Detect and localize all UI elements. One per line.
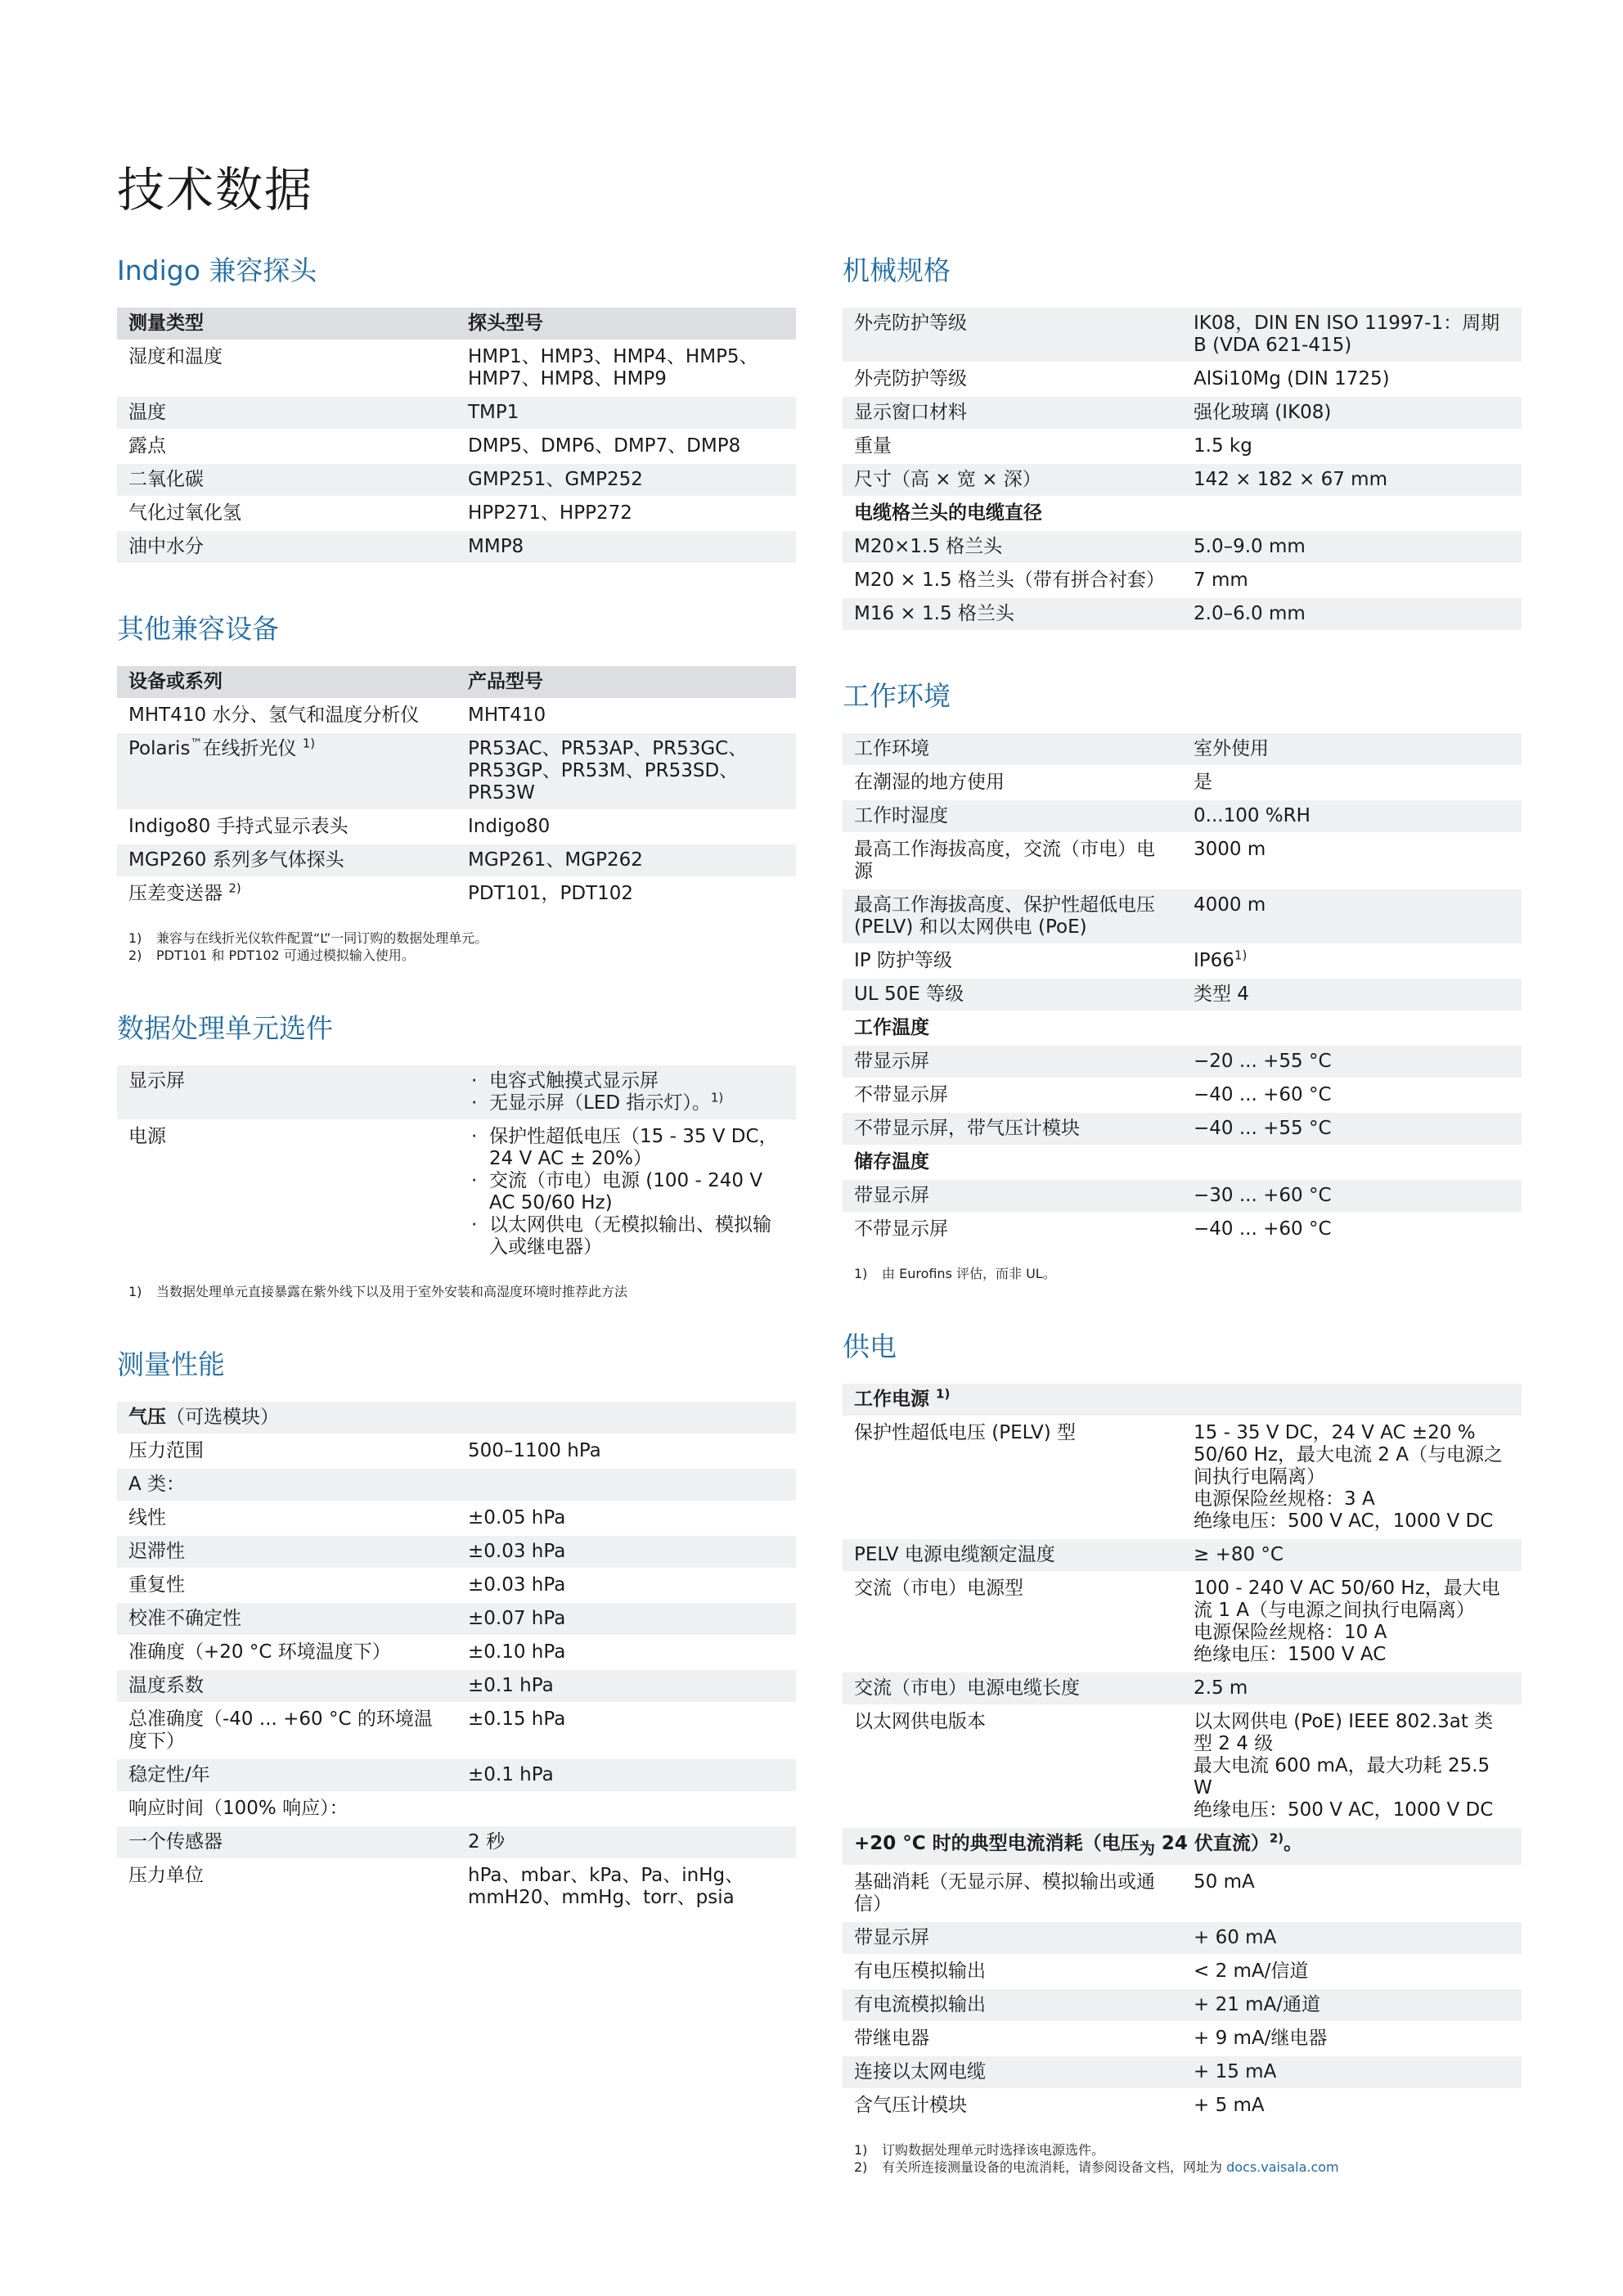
cell-value bbox=[1182, 1705, 1522, 1827]
cell-label: 二氧化碳 bbox=[117, 463, 456, 497]
table-row bbox=[117, 430, 796, 463]
power-table bbox=[843, 1384, 1522, 2123]
cell-label: M20 × 1.5 格兰头（带有拼合衬套） bbox=[843, 564, 1182, 597]
left-column bbox=[117, 245, 796, 1955]
footnote bbox=[117, 947, 796, 964]
footnote bbox=[117, 930, 796, 947]
cell-value: GMP251、GMP252 bbox=[456, 463, 796, 497]
cell-label: 稳定性/年 bbox=[117, 1758, 456, 1792]
cell-label: 压力单位 bbox=[117, 1859, 456, 1915]
table-row bbox=[117, 1569, 796, 1602]
table-row bbox=[843, 799, 1522, 833]
consumption-voltage: 24 伏直流） bbox=[1154, 1833, 1270, 1854]
cell-label: 有电流模拟输出 bbox=[843, 1988, 1182, 2022]
cell-label: 重量 bbox=[843, 430, 1182, 463]
mechanical-table bbox=[843, 308, 1522, 632]
subheader-cell bbox=[843, 1827, 1522, 1866]
cell-label: 线性 bbox=[117, 1501, 456, 1535]
cell-value: PDT101，PDT102 bbox=[456, 877, 796, 911]
table-subheader-row bbox=[843, 1146, 1522, 1179]
cell-value: 0...100 %RH bbox=[1182, 799, 1522, 833]
cell-label: 显示窗口材料 bbox=[843, 396, 1182, 430]
cell-value: 50 mA bbox=[1182, 1866, 1522, 1921]
section-title-mechanical: 机械规格 bbox=[843, 254, 951, 286]
trademark-mark: ™ bbox=[190, 736, 203, 751]
table-row bbox=[117, 1468, 796, 1501]
table-row bbox=[117, 1826, 796, 1859]
footnote bbox=[843, 2159, 1522, 2176]
table-subheader-row bbox=[843, 1384, 1522, 1416]
cell-label: 交流（市电）电源电缆长度 bbox=[843, 1672, 1182, 1705]
value-line: 绝缘电压：500 V AC，1000 V DC bbox=[1194, 1510, 1494, 1532]
section-title-power: 供电 bbox=[843, 1330, 897, 1362]
value-line: 100 - 240 V AC 50/60 Hz，最大电流 1 A（与电源之间执行电隔离） bbox=[1194, 1578, 1500, 1621]
cell-value: + 9 mA/继电器 bbox=[1182, 2022, 1522, 2055]
cell-label bbox=[117, 877, 456, 911]
cell-value: ±0.1 hPa bbox=[456, 1669, 796, 1703]
section-mechanical bbox=[843, 245, 1522, 632]
subheader-cell: 电缆格兰头的电缆直径 bbox=[843, 497, 1522, 530]
table-header-row bbox=[117, 308, 796, 340]
section-title-environment: 工作环境 bbox=[843, 680, 951, 712]
cell-value: 2.0–6.0 mm bbox=[1182, 597, 1522, 631]
cell-value: + 60 mA bbox=[1182, 1921, 1522, 1955]
cell-label: 响应时间（100% 响应）： bbox=[117, 1792, 456, 1826]
footnote-ref: 2) bbox=[228, 880, 241, 896]
display-options-list bbox=[468, 1070, 785, 1114]
performance-table bbox=[117, 1402, 796, 1916]
list-item: · 交流（市电）电源 (100 - 240 V AC 50/60 Hz) bbox=[468, 1170, 785, 1214]
section-options bbox=[117, 1003, 796, 1300]
cell-value: 2 秒 bbox=[456, 1826, 796, 1859]
footnote-text bbox=[882, 2159, 1339, 2176]
cell-value: 7 mm bbox=[1182, 564, 1522, 597]
cell-value: ±0.05 hPa bbox=[456, 1501, 796, 1535]
table-row bbox=[117, 1859, 796, 1915]
table-row bbox=[843, 1705, 1522, 1827]
cell-value: + 5 mA bbox=[1182, 2089, 1522, 2123]
subheader-cell: 储存温度 bbox=[843, 1146, 1522, 1179]
cell-value: −40 ... +55 °C bbox=[1182, 1112, 1522, 1146]
cell-value: −20 ... +55 °C bbox=[1182, 1045, 1522, 1078]
table-row bbox=[843, 362, 1522, 396]
cell-value: MMP8 bbox=[456, 530, 796, 564]
table-row bbox=[117, 844, 796, 877]
section-probes bbox=[117, 245, 796, 565]
table-row bbox=[117, 732, 796, 810]
section-title-probes: Indigo 兼容探头 bbox=[117, 254, 317, 286]
header-cell: 探头型号 bbox=[456, 308, 796, 340]
table-subheader-row bbox=[843, 1011, 1522, 1045]
table-row bbox=[117, 810, 796, 844]
footnote-number: 2) bbox=[128, 948, 142, 963]
cell-label: UL 50E 等级 bbox=[843, 978, 1182, 1011]
cell-value bbox=[456, 1120, 796, 1264]
table-row bbox=[843, 978, 1522, 1011]
devices-table bbox=[117, 666, 796, 912]
cell-label: MHT410 水分、氢气和温度分析仪 bbox=[117, 699, 456, 732]
cell-value bbox=[456, 1468, 796, 1501]
cell-value: HPP271、HPP272 bbox=[456, 497, 796, 530]
footnote bbox=[843, 2141, 1522, 2159]
cell-label: 带显示屏 bbox=[843, 1179, 1182, 1213]
footnote-text: PDT101 和 PDT102 可通过模拟输入使用。 bbox=[156, 948, 415, 963]
cell-value: −40 ... +60 °C bbox=[1182, 1078, 1522, 1112]
table-subheader-row bbox=[843, 497, 1522, 530]
table-row bbox=[117, 1703, 796, 1758]
table-row bbox=[843, 2055, 1522, 2089]
cell-label: 迟滞性 bbox=[117, 1535, 456, 1569]
table-row bbox=[843, 564, 1522, 597]
table-row bbox=[843, 1988, 1522, 2022]
section-performance bbox=[117, 1339, 796, 1916]
cell-value: 2.5 m bbox=[1182, 1672, 1522, 1705]
table-row bbox=[117, 396, 796, 430]
subheader-cell bbox=[117, 1402, 796, 1434]
cell-label: 压力范围 bbox=[117, 1434, 456, 1468]
cell-label: 不带显示屏 bbox=[843, 1213, 1182, 1246]
header-cell: 测量类型 bbox=[117, 308, 456, 340]
section-environment bbox=[843, 671, 1522, 1282]
table-row bbox=[843, 1213, 1522, 1246]
table-row bbox=[843, 1672, 1522, 1705]
footnote-text: 订购数据处理单元时选择该电源选件。 bbox=[882, 2141, 1105, 2158]
cell-label: 基础消耗（无显示屏、模拟输出或通信） bbox=[843, 1866, 1182, 1921]
table-row bbox=[117, 340, 796, 396]
cell-value: HMP1、HMP3、HMP4、HMP5、HMP7、HMP8、HMP9 bbox=[456, 340, 796, 396]
cell-label: 保护性超低电压 (PELV) 型 bbox=[843, 1416, 1182, 1538]
cell-label: 一个传感器 bbox=[117, 1826, 456, 1859]
cell-value: < 2 mA/信道 bbox=[1182, 1955, 1522, 1988]
cell-label: 校准不确定性 bbox=[117, 1602, 456, 1636]
cell-value: ±0.1 hPa bbox=[456, 1758, 796, 1792]
page-title: 技术数据 bbox=[117, 162, 314, 218]
footnote-text: 由 Eurofins 评估，而非 UL。 bbox=[882, 1266, 1056, 1281]
cell-label: 准确度（+20 °C 环境温度下） bbox=[117, 1636, 456, 1669]
table-row bbox=[843, 833, 1522, 889]
list-item: · 保护性超低电压（15 - 35 V DC，24 V AC ± 20%） bbox=[468, 1126, 785, 1170]
subheader-bold: 气压 bbox=[128, 1407, 166, 1428]
cell-value bbox=[456, 1065, 796, 1120]
cell-label: 最高工作海拔高度、保护性超低电压 (PELV) 和以太网供电 (PoE) bbox=[843, 889, 1182, 944]
environment-table bbox=[843, 733, 1522, 1247]
table-header-row bbox=[117, 666, 796, 699]
consumption-title: +20 °C 时的典型电流消耗（电压 bbox=[854, 1833, 1140, 1854]
cell-value: MHT410 bbox=[456, 699, 796, 732]
cell-value: IK08，DIN EN ISO 11997-1：周期 B (VDA 621-415) bbox=[1182, 308, 1522, 362]
cell-value: 强化玻璃 (IK08) bbox=[1182, 396, 1522, 430]
table-row bbox=[117, 699, 796, 732]
footnote bbox=[843, 1265, 1522, 1282]
footnotes bbox=[117, 930, 796, 964]
table-row bbox=[117, 1065, 796, 1120]
section-power bbox=[843, 1321, 1522, 2176]
section-devices bbox=[117, 604, 796, 964]
cell-label: 带继电器 bbox=[843, 2022, 1182, 2055]
cell-label: 交流（市电）电源型 bbox=[843, 1572, 1182, 1672]
subheader-cell bbox=[843, 1384, 1522, 1416]
pressure-transmitter-label: 压差变送器 bbox=[128, 883, 223, 904]
header-cell: 产品型号 bbox=[456, 666, 796, 699]
table-row bbox=[843, 889, 1522, 944]
options-table bbox=[117, 1065, 796, 1265]
table-row bbox=[843, 733, 1522, 766]
consumption-subscript: 为 bbox=[1139, 1839, 1155, 1858]
table-row bbox=[117, 497, 796, 530]
cell-value: 是 bbox=[1182, 766, 1522, 799]
cell-label: 湿度和温度 bbox=[117, 340, 456, 396]
consumption-end: 。 bbox=[1284, 1833, 1303, 1854]
cell-label: 在潮湿的地方使用 bbox=[843, 766, 1182, 799]
table-row bbox=[843, 1112, 1522, 1146]
value-line: 电源保险丝规格：10 A bbox=[1194, 1622, 1387, 1643]
table-row bbox=[117, 1501, 796, 1535]
cell-label: 尺寸（高 × 宽 × 深） bbox=[843, 463, 1182, 497]
cell-value: 5.0–9.0 mm bbox=[1182, 530, 1522, 564]
cell-label: 电源 bbox=[117, 1120, 456, 1264]
cell-value: −30 ... +60 °C bbox=[1182, 1179, 1522, 1213]
cell-label: 带显示屏 bbox=[843, 1045, 1182, 1078]
table-row bbox=[843, 1572, 1522, 1672]
cell-label: 显示屏 bbox=[117, 1065, 456, 1120]
probes-table bbox=[117, 308, 796, 565]
cell-label: 油中水分 bbox=[117, 530, 456, 564]
section-title-devices: 其他兼容设备 bbox=[117, 613, 279, 645]
footnote-text: 兼容与在线折光仪软件配置“L”一同订购的数据处理单元。 bbox=[156, 930, 488, 946]
docs-link[interactable]: docs.vaisala.com bbox=[1226, 2159, 1339, 2175]
section-title-options: 数据处理单元选件 bbox=[117, 1012, 333, 1044]
cell-value bbox=[1182, 944, 1522, 978]
value-line: 绝缘电压：500 V AC，1000 V DC bbox=[1194, 1799, 1494, 1821]
cell-label: A 类： bbox=[117, 1468, 456, 1501]
subheader-cell: 工作温度 bbox=[843, 1011, 1522, 1045]
footnotes bbox=[843, 2141, 1522, 2176]
footnote-number: 1) bbox=[128, 930, 142, 946]
cell-label: 重复性 bbox=[117, 1569, 456, 1602]
cell-value: ±0.03 hPa bbox=[456, 1569, 796, 1602]
table-row bbox=[117, 1535, 796, 1569]
footnote-number: 2) bbox=[854, 2159, 868, 2175]
cell-label: 气化过氧化氢 bbox=[117, 497, 456, 530]
cell-value: ≥ +80 °C bbox=[1182, 1538, 1522, 1572]
cell-label: 不带显示屏，带气压计模块 bbox=[843, 1112, 1182, 1146]
polaris-label: Polaris bbox=[128, 738, 191, 759]
cell-value: ±0.07 hPa bbox=[456, 1602, 796, 1636]
cell-label: 露点 bbox=[117, 430, 456, 463]
cell-label: 带显示屏 bbox=[843, 1921, 1182, 1955]
footnote bbox=[117, 1283, 796, 1300]
list-item: · 电容式触摸式显示屏 bbox=[468, 1070, 785, 1092]
cell-value bbox=[456, 1792, 796, 1826]
cell-label: 连接以太网电缆 bbox=[843, 2055, 1182, 2089]
cell-value: ±0.15 hPa bbox=[456, 1703, 796, 1758]
cell-value: hPa、mbar、kPa、Pa、inHg、mmH20、mmHg、torr、psia bbox=[456, 1859, 796, 1915]
cell-value bbox=[1182, 1572, 1522, 1672]
cell-value: 500–1100 hPa bbox=[456, 1434, 796, 1468]
cell-label: 工作环境 bbox=[843, 733, 1182, 766]
table-row bbox=[843, 463, 1522, 497]
cell-value: −40 ... +60 °C bbox=[1182, 1213, 1522, 1246]
table-row bbox=[117, 1758, 796, 1792]
footnotes bbox=[117, 1283, 796, 1300]
footnote-number: 1) bbox=[854, 2141, 868, 2158]
table-subheader-row bbox=[843, 1827, 1522, 1866]
footnote-ref: 1) bbox=[936, 1386, 951, 1402]
cell-label: M16 × 1.5 格兰头 bbox=[843, 597, 1182, 631]
table-row bbox=[843, 2022, 1522, 2055]
value-line: 绝缘电压：1500 V AC bbox=[1194, 1644, 1387, 1665]
table-row bbox=[843, 944, 1522, 978]
cell-value: + 21 mA/通道 bbox=[1182, 1988, 1522, 2022]
footnote-ref: 1) bbox=[302, 736, 316, 751]
footnotes bbox=[843, 1265, 1522, 1282]
cell-label: 外壳防护等级 bbox=[843, 362, 1182, 396]
cell-value: 142 × 182 × 67 mm bbox=[1182, 463, 1522, 497]
footnote-ref: 1) bbox=[710, 1090, 724, 1105]
footnote-number: 1) bbox=[128, 1284, 142, 1299]
cell-value: ±0.10 hPa bbox=[456, 1636, 796, 1669]
cell-label: 含气压计模块 bbox=[843, 2089, 1182, 2123]
cell-label bbox=[117, 732, 456, 810]
cell-value: PR53AC、PR53AP、PR53GC、PR53GP、PR53M、PR53SD、PR53W bbox=[456, 732, 796, 810]
footnote-ref: 1) bbox=[1234, 948, 1248, 963]
table-row bbox=[117, 1669, 796, 1703]
table-row bbox=[843, 1921, 1522, 1955]
table-row bbox=[843, 1179, 1522, 1213]
table-row bbox=[843, 308, 1522, 362]
cell-label: 有电压模拟输出 bbox=[843, 1955, 1182, 1988]
table-row bbox=[117, 463, 796, 497]
table-row bbox=[117, 877, 796, 911]
list-item bbox=[468, 1092, 785, 1114]
cell-value: TMP1 bbox=[456, 396, 796, 430]
power-options-list bbox=[468, 1126, 785, 1258]
cell-value: Indigo80 bbox=[456, 810, 796, 844]
cell-label: Indigo80 手持式显示表头 bbox=[117, 810, 456, 844]
cell-value: 室外使用 bbox=[1182, 733, 1522, 766]
subheader-rest: （可选模块） bbox=[166, 1407, 279, 1428]
cell-value: 4000 m bbox=[1182, 889, 1522, 944]
table-row bbox=[843, 396, 1522, 430]
table-row bbox=[117, 1434, 796, 1468]
ip-value: IP66 bbox=[1194, 950, 1234, 971]
footnote-ref: 2) bbox=[1269, 1830, 1284, 1846]
cell-value: 类型 4 bbox=[1182, 978, 1522, 1011]
table-row bbox=[117, 1602, 796, 1636]
cell-value: 1.5 kg bbox=[1182, 430, 1522, 463]
table-row bbox=[843, 1078, 1522, 1112]
cell-label: IP 防护等级 bbox=[843, 944, 1182, 978]
value-line: 最大电流 600 mA，最大功耗 25.5 W bbox=[1194, 1755, 1490, 1799]
table-row bbox=[843, 597, 1522, 631]
table-row bbox=[843, 430, 1522, 463]
value-line: 电源保险丝规格：3 A bbox=[1194, 1488, 1375, 1510]
section-title-performance: 测量性能 bbox=[117, 1348, 225, 1380]
cell-value: MGP261、MGP262 bbox=[456, 844, 796, 877]
header-cell: 设备或系列 bbox=[117, 666, 456, 699]
table-row bbox=[117, 1636, 796, 1669]
refractometer-label: 在线折光仪 bbox=[202, 738, 297, 759]
cell-label: MGP260 系列多气体探头 bbox=[117, 844, 456, 877]
cell-value: 3000 m bbox=[1182, 833, 1522, 889]
cell-value: DMP5、DMP6、DMP7、DMP8 bbox=[456, 430, 796, 463]
cell-label: 不带显示屏 bbox=[843, 1078, 1182, 1112]
table-row bbox=[843, 1955, 1522, 1988]
right-column bbox=[843, 245, 1522, 2215]
table-row bbox=[843, 1416, 1522, 1538]
table-row bbox=[843, 1538, 1522, 1572]
value-line: 15 - 35 V DC，24 V AC ±20 % 50/60 Hz，最大电流 2 A（与电源之间执行电隔离） bbox=[1194, 1422, 1503, 1488]
cell-label: 温度 bbox=[117, 396, 456, 430]
footnote-number: 1) bbox=[854, 1266, 868, 1281]
cell-label: 最高工作海拔高度，交流（市电）电源 bbox=[843, 833, 1182, 889]
table-row bbox=[843, 2089, 1522, 2123]
table-row bbox=[117, 530, 796, 564]
list-item-text: 无显示屏（LED 指示灯）。 bbox=[489, 1092, 711, 1114]
cell-label: 总准确度（-40 ... +60 °C 的环境温度下） bbox=[117, 1703, 456, 1758]
cell-label: M20×1.5 格兰头 bbox=[843, 530, 1182, 564]
table-row bbox=[117, 1792, 796, 1826]
subheader-text: 工作电源 bbox=[854, 1389, 929, 1410]
cell-value: AlSi10Mg (DIN 1725) bbox=[1182, 362, 1522, 396]
table-subheader-row bbox=[117, 1402, 796, 1434]
cell-label: 外壳防护等级 bbox=[843, 308, 1182, 362]
list-item: · 以太网供电（无模拟输出、模拟输入或继电器） bbox=[468, 1214, 785, 1258]
cell-value: ±0.03 hPa bbox=[456, 1535, 796, 1569]
footnote-text: 当数据处理单元直接暴露在紫外线下以及用于室外安装和高湿度环境时推荐此方法 bbox=[156, 1284, 628, 1299]
cell-label: 工作时湿度 bbox=[843, 799, 1182, 833]
cell-label: 以太网供电版本 bbox=[843, 1705, 1182, 1827]
table-row bbox=[843, 1045, 1522, 1078]
cell-value bbox=[1182, 1416, 1522, 1538]
footnote-text-main: 有关所连接测量设备的电流消耗，请参阅设备文档，网址为 bbox=[882, 2159, 1227, 2175]
value-line: 以太网供电 (PoE) IEEE 802.3at 类型 2 4 级 bbox=[1194, 1711, 1494, 1754]
table-row bbox=[843, 1866, 1522, 1921]
cell-label: 温度系数 bbox=[117, 1669, 456, 1703]
table-row bbox=[117, 1120, 796, 1264]
cell-value: + 15 mA bbox=[1182, 2055, 1522, 2089]
table-row bbox=[843, 766, 1522, 799]
cell-label: PELV 电源电缆额定温度 bbox=[843, 1538, 1182, 1572]
table-row bbox=[843, 530, 1522, 564]
